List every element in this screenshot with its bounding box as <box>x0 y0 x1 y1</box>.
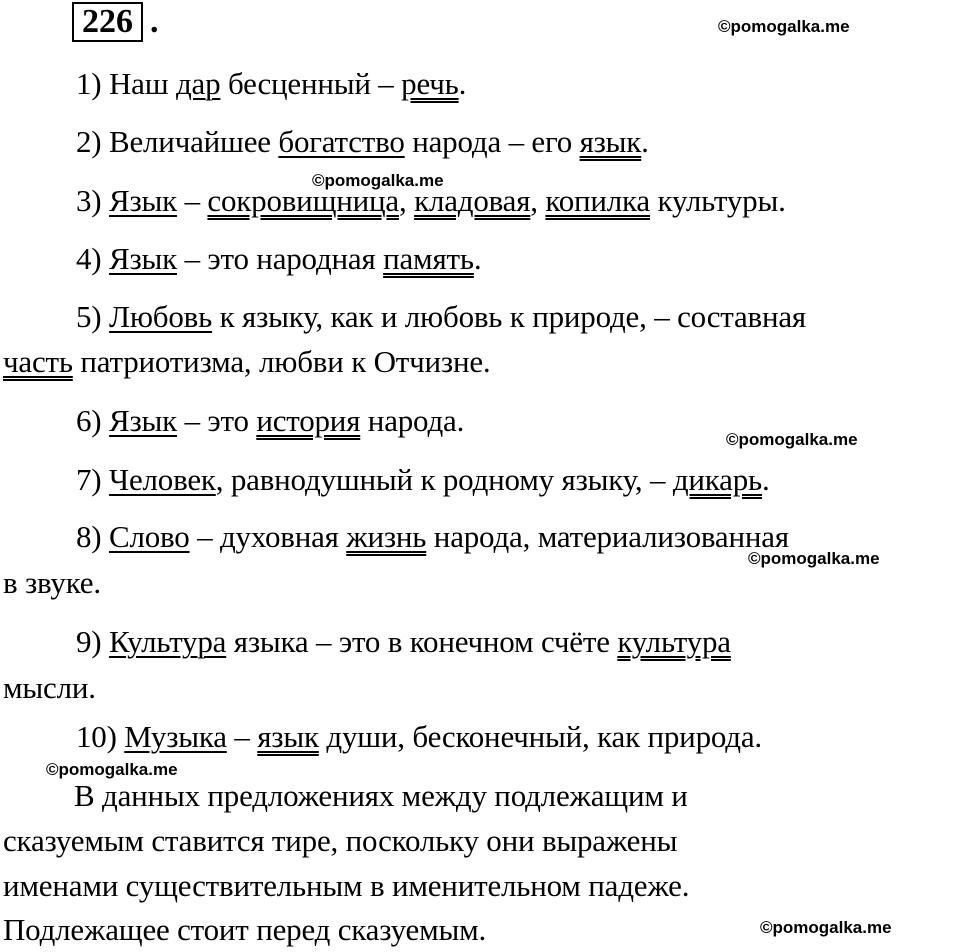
predicate: часть <box>3 344 73 379</box>
predicate: жизнь <box>346 519 427 554</box>
sentence-10: 10) Музыка – язык души, бесконечный, как природа. <box>76 719 762 754</box>
sentence-5-cont: часть патриотизма, любви к Отчизне. <box>3 344 491 379</box>
subject: Язык <box>109 241 178 276</box>
subject: Слово <box>109 519 190 554</box>
watermark: ©pomogalka.me <box>46 760 178 779</box>
sentence-5: 5) Любовь к языку, как и любовь к природе, – составная <box>76 299 806 334</box>
sentence-1: 1) Наш дар бесценный – речь. <box>76 66 467 101</box>
predicate: сокровищница <box>207 183 399 218</box>
conclusion-line: Подлежащее стоит перед сказуемым. <box>3 912 487 947</box>
predicate: культура <box>617 624 731 659</box>
sentence-8-cont: в звуке. <box>3 565 101 600</box>
predicate: дикарь <box>672 462 762 497</box>
watermark: ©pomogalka.me <box>748 549 880 568</box>
watermark: ©pomogalka.me <box>718 17 850 36</box>
sentence-8: 8) Слово – духовная жизнь народа, материализованная <box>76 519 789 554</box>
watermark: ©pomogalka.me <box>312 171 444 190</box>
subject: Музыка <box>124 719 227 754</box>
subject: Любовь <box>109 299 213 334</box>
sentence-9: 9) Культура языка – это в конечном счёте культура <box>76 624 731 659</box>
predicate: копилка <box>545 183 650 218</box>
conclusion-line: именами существительным в именительном падеже. <box>3 868 690 903</box>
predicate: память <box>383 241 474 276</box>
predicate: язык <box>257 719 319 754</box>
subject: дар <box>175 66 221 101</box>
predicate: язык <box>579 124 642 159</box>
sentence-9-cont: мысли. <box>3 670 96 705</box>
sentence-7: 7) Человек, равнодушный к родному языку, – дикарь. <box>76 462 770 497</box>
subject: Культура <box>109 624 227 659</box>
sentence-6: 6) Язык – это история народа. <box>76 403 465 438</box>
sentence-3: 3) Язык – сокровищница, кладовая, копилка культуры. <box>76 183 786 218</box>
subject: Язык <box>109 403 178 438</box>
task-number-dot: . <box>150 3 159 40</box>
task-number: 226 <box>72 2 143 42</box>
subject: Человек <box>109 462 216 497</box>
sentence-4: 4) Язык – это народная память. <box>76 241 482 276</box>
conclusion-line: В данных предложениях между подлежащим и <box>74 778 688 813</box>
watermark: ©pomogalka.me <box>760 918 892 937</box>
subject: богатство <box>278 124 405 159</box>
watermark: ©pomogalka.me <box>726 430 858 449</box>
predicate: кладовая <box>414 183 531 218</box>
subject: Язык <box>109 183 178 218</box>
conclusion-line: сказуемым ставится тире, поскольку они выражены <box>3 823 678 858</box>
sentence-2: 2) Величайшее богатство народа – его язык. <box>76 124 649 159</box>
predicate: речь <box>401 66 459 101</box>
predicate: история <box>256 403 361 438</box>
